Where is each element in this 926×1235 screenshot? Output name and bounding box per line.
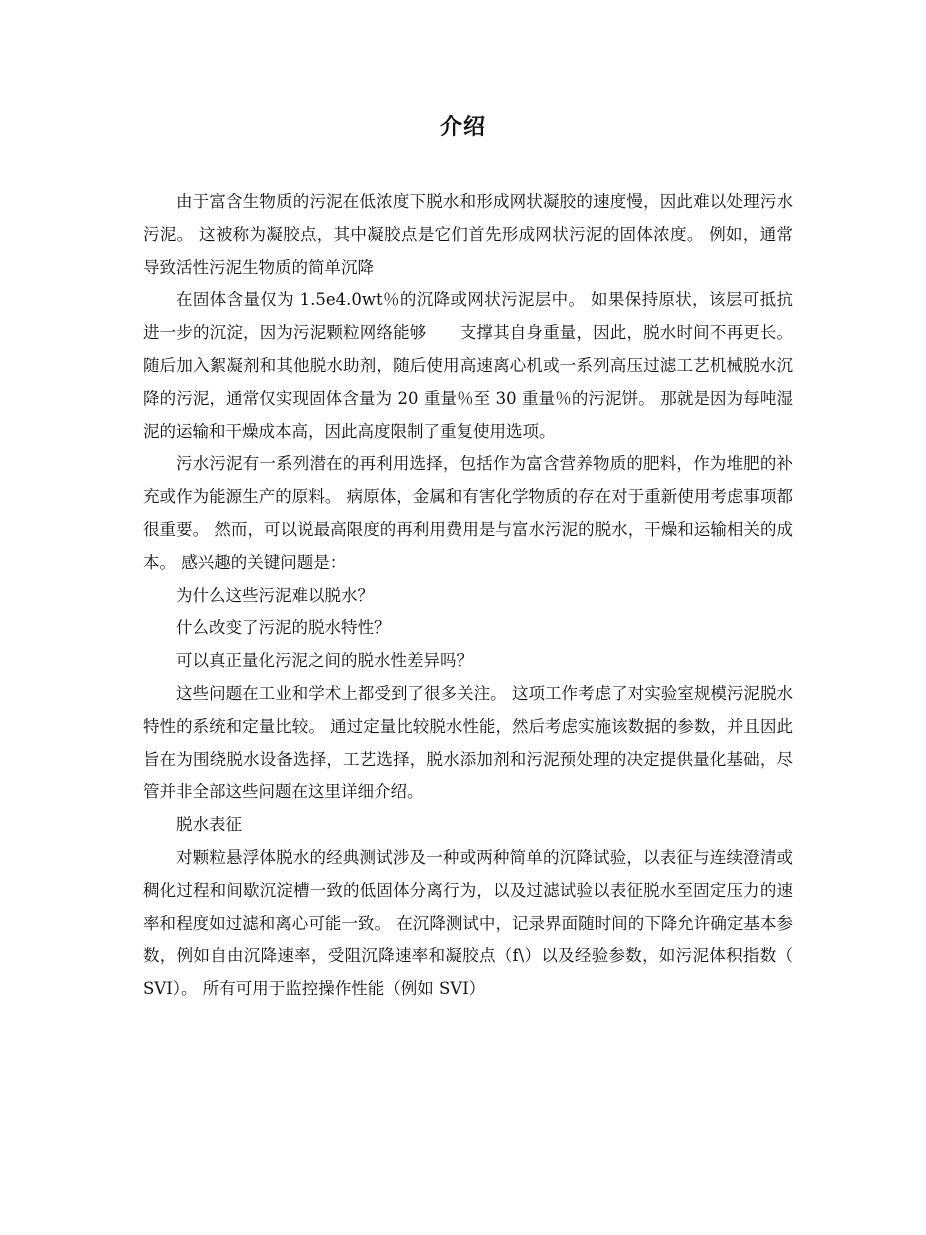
question-item: 可以真正量化污泥之间的脱水性差异吗？ (176, 651, 473, 671)
question-item: 什么改变了污泥的脱水特性？ (176, 618, 391, 638)
paragraph: 在固体含量仅为 1.5e4.0wt％的沉降或网状污泥层中。 如果保持原状，该层可抵抗进一步的沉淀，因为污泥颗粒网络能够 支撑其自身重量，因此，脱水时间不再更长。 随后加入絮凝剂和其他脱水助剂，随后使用高速离心机或一系列高压过滤工艺机械脱水沉降的污泥，通常仅实现固体含量为 20 重量％至 30 重量％的污泥饼。 那就是因为每吨湿泥的运输和干燥成本高，因此高度限制了重复使用选项。 (143, 290, 793, 441)
section-heading: 脱水表征 (176, 815, 242, 835)
question-item: 为什么这些污泥难以脱水？ (176, 585, 374, 605)
document-body (143, 186, 793, 1006)
paragraph: 污水污泥有一系列潜在的再利用选择，包括作为富含营养物质的肥料，作为堆肥的补充或作为能源生产的原料。 病原体，金属和有害化学物质的存在对于重新使用考虑事项都很重要。 然而，可以说最高限度的再利用费用是与富水污泥的脱水，干燥和运输相关的成本。 感兴趣的关键问题是： (143, 454, 793, 572)
paragraph: 这些问题在工业和学术上都受到了很多关注。 这项工作考虑了对实验室规模污泥脱水特性的系统和定量比较。 通过定量比较脱水性能，然后考虑实施该数据的参数，并且因此旨在为围绕脱水设备选择，工艺选择，脱水添加剂和污泥预处理的决定提供量化基础，尽管并非全部这些问题在这里详细介绍。 (143, 683, 793, 802)
paragraph: 由于富含生物质的污泥在低浓度下脱水和形成网状凝胶的速度慢，因此难以处理污水污泥。 这被称为凝胶点，其中凝胶点是它们首先形成网状污泥的固体浓度。 例如，通常导致活性污泥生物质的简单沉降 (143, 192, 793, 277)
page-title: 介绍 (439, 115, 486, 140)
paragraph: 对颗粒悬浮体脱水的经典测试涉及一种或两种简单的沉降试验，以表征与连续澄清或稠化过程和间歇沉淀槽一致的低固体分离行为，以及过滤试验以表征脱水至固定压力的速率和程度如过滤和离心可能一致。 在沉降测试中，记录界面随时间的下降允许确定基本参数，例如自由沉降速率，受阻沉降速率和凝胶点（f\）以及经验参数，如污泥体积指数（ SVI）。 所有可用于监控操作性能（例如 SVI） (143, 847, 793, 999)
